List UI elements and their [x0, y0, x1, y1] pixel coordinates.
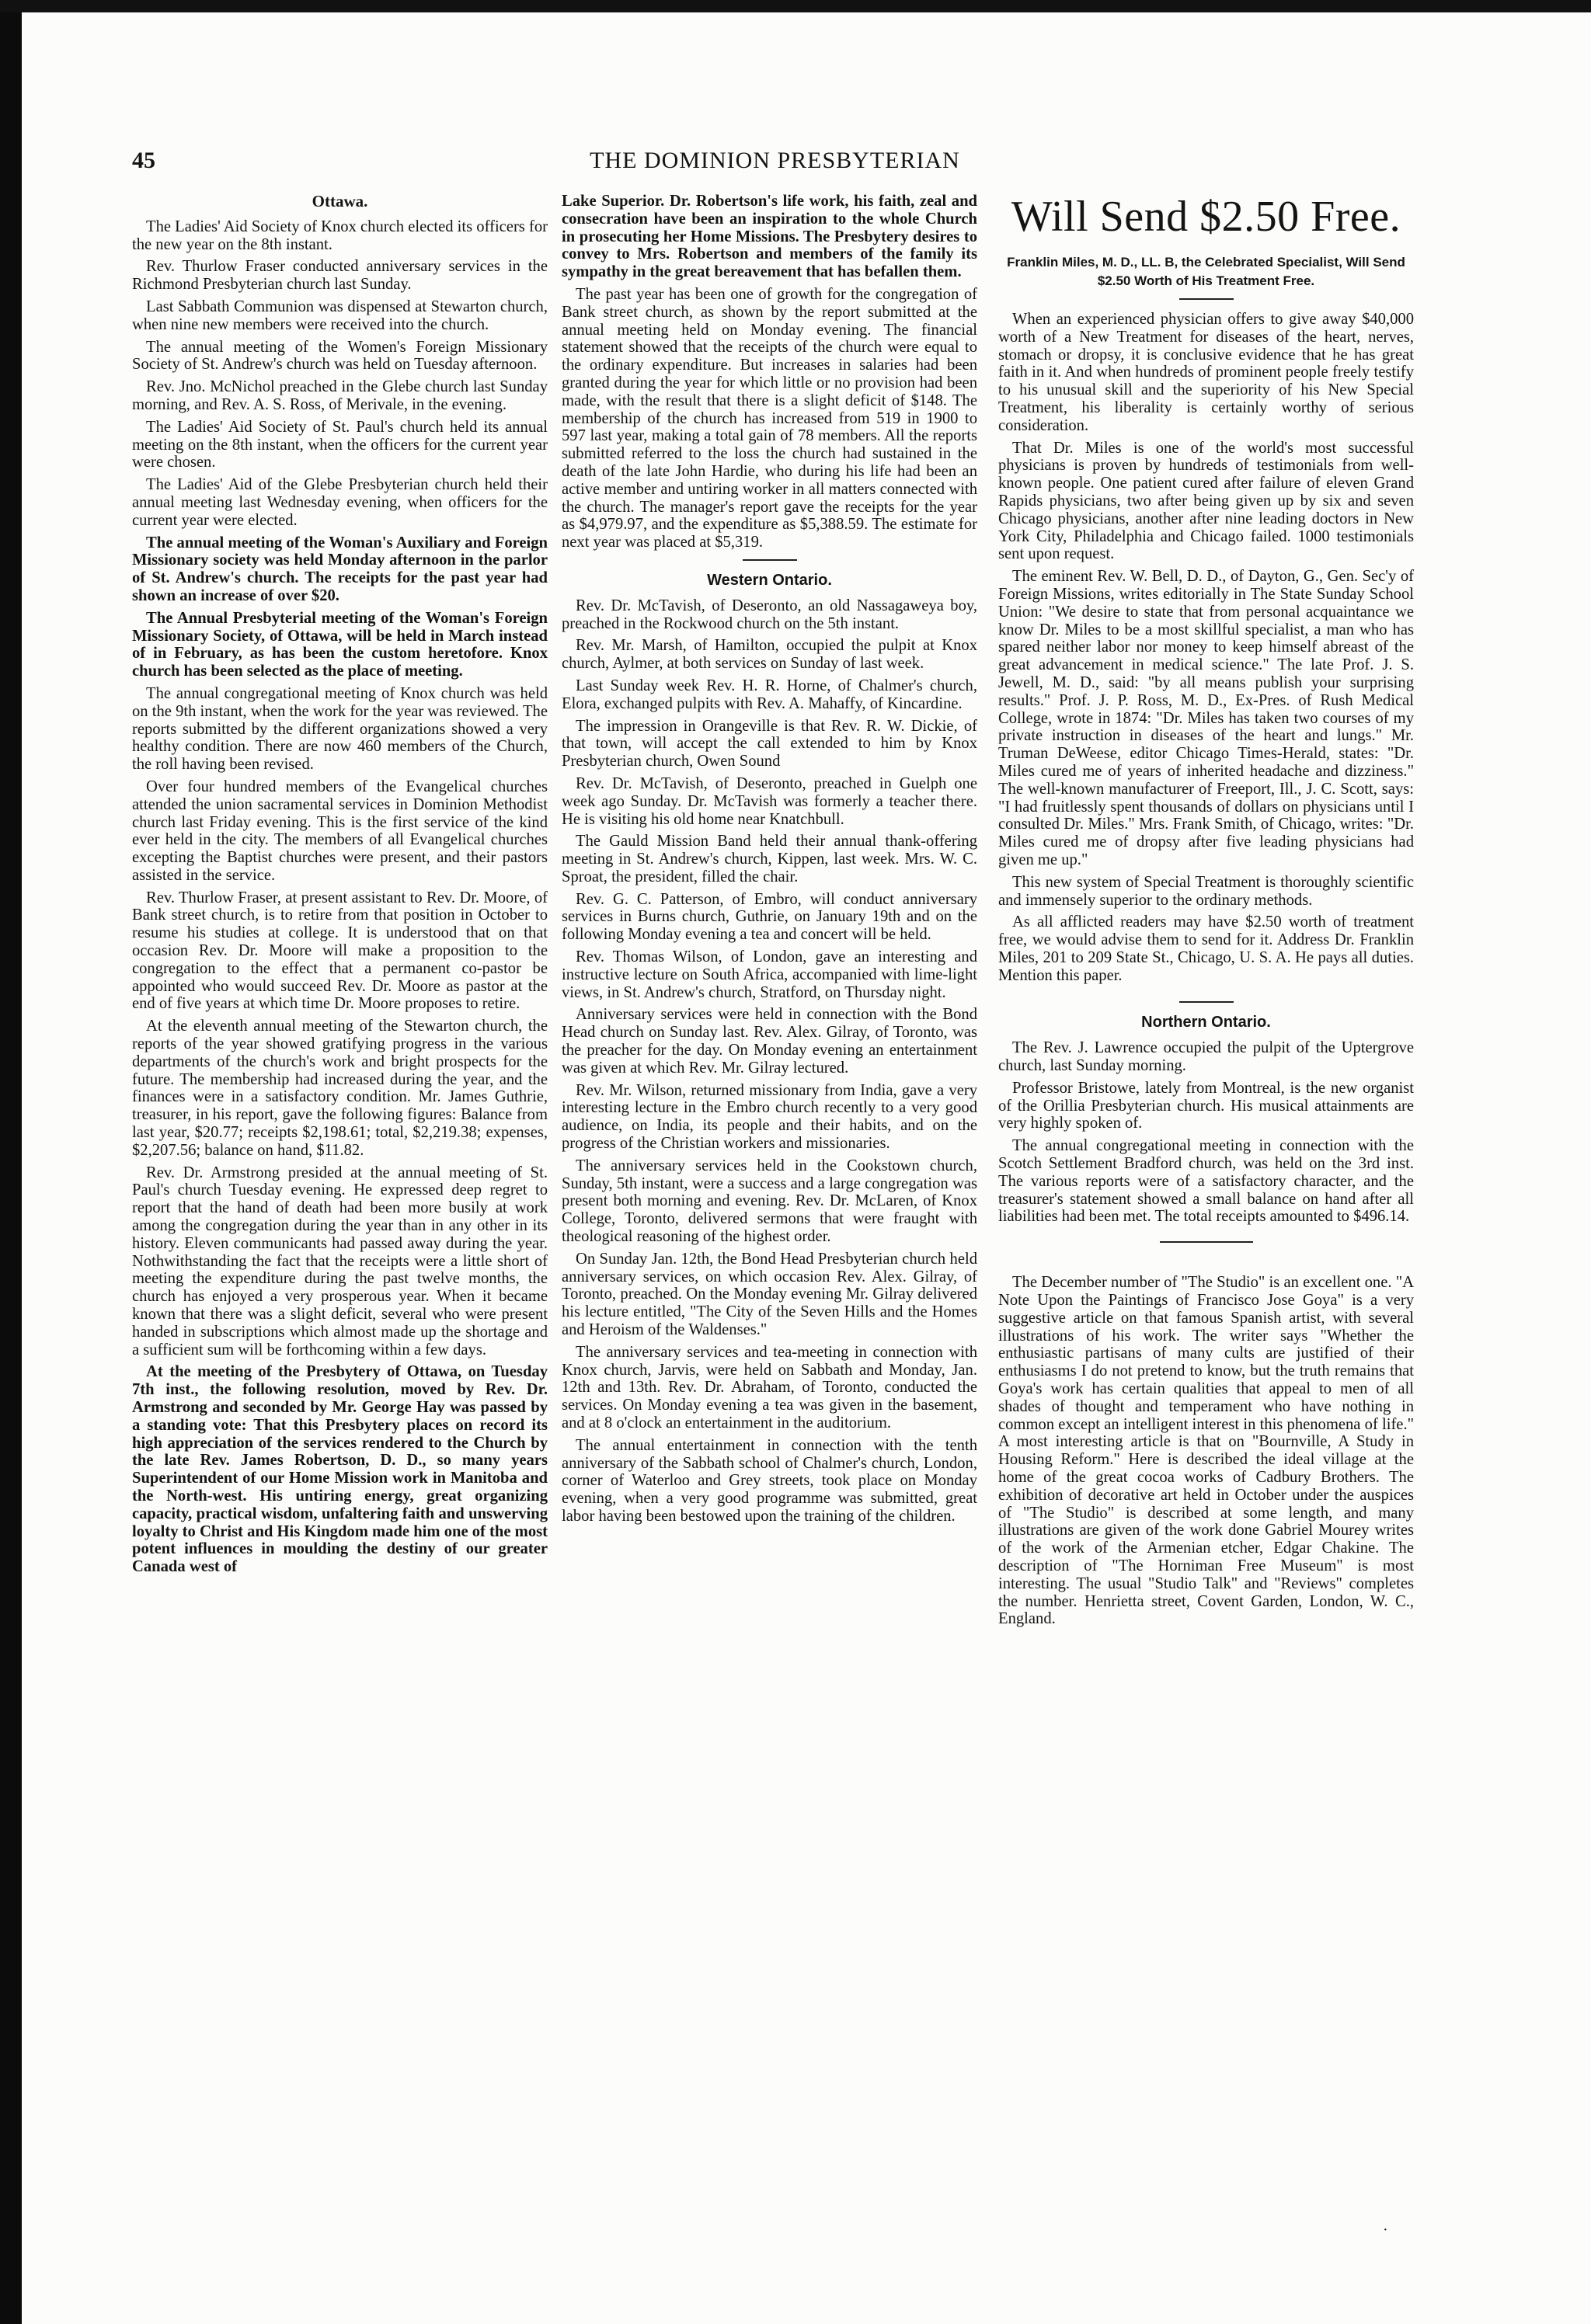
advertisement-paragraph: That Dr. Miles is one of the world's most successful physicians is proven by hundreds of testimonials from well-known people. One patient cured after failure of eleven Grand Rapids physicians, two after being given up by six and seven Chicago physicians, another after nine leading doctors in New York City, Philadelphia and Chicago failed. 1000 testimonials sent upon request.: [998, 439, 1414, 563]
advertisement-paragraph: As all afflicted readers may have $2.50 worth of treatment free, we would advise them to send for it. Address Dr. Franklin Miles, 201 to 209 State St., Chicago, U. S. A. He pays all duties. Mention this paper.: [998, 913, 1414, 984]
divider: [1179, 1001, 1234, 1003]
column-western-ontario: [562, 193, 977, 1530]
advertisement-paragraph: This new system of Special Treatment is thoroughly scientific and immensely superior to the ordinary methods.: [998, 873, 1414, 909]
paragraph: The annual congregational meeting in connection with the Scotch Settlement Bradford church, was held on the 3rd inst. The various reports were of a satisfactory character, and the treasurer's statement showed a small balance on hand after all liabilities had been met. The total receipts amounted to $496.14.: [998, 1137, 1414, 1226]
column-advertisement-northern-ontario: [998, 193, 1414, 1633]
paragraph: The annual entertainment in connection with the tenth anniversary of the Sabbath school of Chalmer's church, London, corner of Waterloo and Grey streets, took place on Monday evening, when a very good programme was submitted, great labor having been bestowed upon the training of the children.: [562, 1436, 977, 1525]
newspaper-page: [132, 148, 1418, 2276]
column-ottawa: [132, 193, 548, 1581]
paragraph: The Gauld Mission Band held their annual thank-offering meeting in St. Andrew's church, Kippen, last week. Mrs. W. C. Sproat, the president, filled the chair.: [562, 833, 977, 885]
paragraph: Professor Bristowe, lately from Montreal, is the new organist of the Orillia Presbyterian church. His musical attainments are very highly spoken of.: [998, 1079, 1414, 1132]
paragraph: The annual meeting of the Woman's Auxiliary and Foreign Missionary society was held Monday afternoon in the parlor of St. Andrew's church. The receipts for the past year had shown an increase of over $20.: [132, 534, 548, 604]
paragraph: Rev. Mr. Wilson, returned missionary from India, gave a very interesting lecture in the Embro church recently to a very good audience, on India, its people and their habits, and on the progress of the Christian workers and missionaries.: [562, 1081, 977, 1153]
section-heading-ottawa: Ottawa.: [312, 192, 368, 210]
paragraph: The December number of "The Studio" is an excellent one. "A Note Upon the Paintings of Francisco Jose Goya" is a very suggestive article on that famous Spanish artist, with several illustrations of his work. The writer says "Whether the enthusiastic partisans of many cults are justified of their enthusiasms I do not pretend to know, but the truth remains that Goya's work has certain qualities that appeal to men of all shades of thought and temperament who have nothing in common except an intelligent interest in this phenomena of life." A most interesting article is that on "Bournville, A Study in Housing Reform." Here is described the ideal village at the home of the great cocoa works of Cadbury Brothers. The exhibition of decorative art held in October under the auspices of "The Studio" is described at some length, and many illustrations are given of the work done Gabriel Mourey writes of the work of the Armenian etcher, Edgar Chakine. The description of "The Horniman Free Museum" is most interesting. The usual "Studio Talk" and "Reviews" completes the number. Henrietta street, Covent Garden, London, W. C., England.: [998, 1274, 1414, 1628]
divider: [1179, 298, 1234, 300]
paragraph: Rev. Thomas Wilson, of London, gave an interesting and instructive lecture on South Africa, accompanied with lime-light views, in St. Andrew's church, Stratford, on Thursday night.: [562, 948, 977, 1001]
paragraph: Anniversary services were held in connection with the Bond Head church on Sunday last. Rev. Alex. Gilray, of Toronto, was the preacher for the day. On Monday evening an entertainment was given at which Rev. Mr. Gilray lectured.: [562, 1006, 977, 1077]
paragraph: Rev. Mr. Marsh, of Hamilton, occupied the pulpit at Knox church, Aylmer, at both services on Sunday of last week.: [562, 637, 977, 673]
paragraph: The Ladies' Aid of the Glebe Presbyterian church held their annual meeting last Wednesday evening, when officers for the current year were elected.: [132, 476, 548, 529]
advertisement-paragraph: The eminent Rev. W. Bell, D. D., of Dayton, G., Gen. Sec'y of Foreign Missions, writes editorially in The State Sunday School Union: "We desire to state that from personal acquaintance we know Dr. Miles to be a most skillful specialist, a man who has spared neither labor nor money to keep himself abreast of the great advancement in medical science." The late Prof. J. S. Jewell, M. D., said: "by all means publish your surprising results." Prof. J. P. Ross, M. D., Ex-Pres. of Rush Medical College, wrote in 1874: "Dr. Miles has taken two courses of my private instruction in diseases of the heart and lungs." Mr. Truman DeWeese, editor Chicago Times-Herald, states: "Dr. Miles cured me of years of inherited headache and dizziness." The well-known manufacturer of Freeport, Ill., J. C. Scott, says: "I had fruitlessly spent thousands of dollars on physicians until I consulted Dr. Miles." Mrs. Frank Smith, of Chicago, writes: "Dr. Miles cured me of dropsy after five leading physicians had given me up.": [998, 568, 1414, 868]
paragraph: The annual meeting of the Women's Foreign Missionary Society of St. Andrew's church was held on Tuesday afternoon.: [132, 338, 548, 374]
paragraph: The impression in Orangeville is that Rev. R. W. Dickie, of that town, will accept the call extended to him by Knox Presbyterian church, Owen Sound: [562, 717, 977, 771]
divider: [743, 559, 797, 561]
stray-mark: ·: [1383, 2221, 1388, 2239]
paragraph: The anniversary services and tea-meeting in connection with Knox church, Jarvis, were held on Sabbath and Monday, Jan. 12th and 13th. Rev. Dr. Abraham, of Toronto, conducted the services. On Monday evening a tea was given in the basement, and at 8 o'clock an entertainment in the auditorium.: [562, 1343, 977, 1432]
paragraph: The annual congregational meeting of Knox church was held on the 9th instant, when the work for the year was reviewed. The reports submitted by the different organizations showed a very healthy condition. There are now 460 members of the Church, the roll having been revised.: [132, 684, 548, 774]
paragraph: The Rev. J. Lawrence occupied the pulpit of the Uptergrove church, last Sunday morning.: [998, 1039, 1414, 1075]
paragraph: Rev. Dr. McTavish, of Deseronto, preached in Guelph one week ago Sunday. Dr. McTavish was formerly a teacher there. He is visiting his old home near Knatchbull.: [562, 774, 977, 828]
paragraph: At the meeting of the Presbytery of Ottawa, on Tuesday 7th inst., the following resolution, moved by Rev. Dr. Armstrong and seconded by Mr. George Hay was passed by a standing vote: That this Presbytery places on record its high appreciation of the services rendered to the Church by the late Rev. James Robertson, D. D., so many years Superintendent of our Home Mission work in Manitoba and the North-west. His untiring energy, great organizing capacity, practical wisdom, unfaltering faith and unswerving loyalty to Christ and His Kingdom made him one of the most potent influences in moulding the destiny of our greater Canada west of: [132, 1363, 548, 1576]
paragraph: The anniversary services held in the Cookstown church, Sunday, 5th instant, were a success and a large congregation was present both morning and evening. Rev. Dr. McLaren, of Knox College, Toronto, delivered sermons that were fraught with theological reasoning of the highest order.: [562, 1157, 977, 1246]
paragraph: At the eleventh annual meeting of the Stewarton church, the reports of the year showed gratifying progress in the various departments of the church's work and bright prospects for the future. The membership had increased during the year, and the finances were in a satisfactory condition. Mr. James Guthrie, treasurer, in his report, gave the following figures: Balance from last year, $20.77; receipts $2,198.61; total, $2,219.38; expenses, $2,207.56; balance on hand, $11.82.: [132, 1018, 548, 1159]
paragraph: Last Sabbath Communion was dispensed at Stewarton church, when nine new members were received into the church.: [132, 297, 548, 333]
page-number: 45: [132, 148, 155, 173]
paragraph: The Annual Presbyterial meeting of the Woman's Foreign Missionary Society, of Ottawa, will be held in March instead of in February, as has been the custom heretofore. Knox church has been selected as the place of meeting.: [132, 609, 548, 680]
advertisement-paragraph: When an experienced physician offers to give away $40,000 worth of a New Treatment for diseases of the heart, nerves, stomach or dropsy, it is conclusive evidence that he has great faith in it. And when hundreds of prominent people freely testify to his unusual skill and the superiority of his New Special Treatment, his liberality is certainly worthy of serious consideration.: [998, 311, 1414, 434]
scan-edge-top: [0, 0, 1591, 12]
journal-title: THE DOMINION PRESBYTERIAN: [590, 148, 960, 173]
advertisement-subhead: Franklin Miles, M. D., LL. B, the Celebrated Specialist, Will Send $2.50 Worth of His Treatment Free.: [1007, 255, 1405, 288]
paragraph: Rev. Jno. McNichol preached in the Glebe church last Sunday morning, and Rev. A. S. Ross, of Merivale, in the evening.: [132, 378, 548, 413]
paragraph: Rev. G. C. Patterson, of Embro, will conduct anniversary services in Burns church, Guthrie, on January 19th and on the following Monday evening a tea and concert will be held.: [562, 890, 977, 944]
section-heading-northern-ontario: Northern Ontario.: [1141, 1014, 1271, 1032]
paragraph: Lake Superior. Dr. Robertson's life work, his faith, zeal and consecration have been an inspiration to the whole Church in prosecuting her Home Missions. The Presbytery desires to convey to Mrs. Robertson and members of the family its sympathy in the great bereavement that has befallen them.: [562, 193, 977, 281]
divider: [1160, 1241, 1253, 1243]
paragraph: Last Sunday week Rev. H. R. Horne, of Chalmer's church, Elora, exchanged pulpits with Rev. A. Mahaffy, of Kincardine.: [562, 677, 977, 712]
scan-edge-left: [0, 0, 22, 2324]
running-header: [132, 148, 1418, 185]
paragraph: Rev. Dr. McTavish, of Deseronto, an old Nassagaweya boy, preached in the Rockwood church on the 5th instant.: [562, 597, 977, 632]
paragraph: Rev. Dr. Armstrong presided at the annual meeting of St. Paul's church Tuesday evening. He expressed deep regret to report that the hand of death had been more busily at work among the congregation during the year than in any other in its history. Eleven communicants had passed away during the year. Nothwithstanding the fact that the receipts were a little short of meeting the expenditure during the past twelve months, the church has enjoyed a very prosperous year. When it became known that there was a slight deficit, several who were present handed in subscriptions which almost made up the shortage and a sufficient sum will be forthcoming within a few days.: [132, 1164, 548, 1359]
advertisement-headline: Will Send $2.50 Free.: [1011, 193, 1401, 241]
paragraph: Rev. Thurlow Fraser, at present assistant to Rev. Dr. Moore, of Bank street church, is to retire from that position in October to resume his studies at college. It is understood that on that occasion Rev. Dr. Moore will make a proposition to the congregation to the effect that a permanent co-pastor be appointed who would succeed Rev. Dr. Moore as pastor at the end of five years at which time Dr. Moore proposes to retire.: [132, 889, 548, 1013]
paragraph: Rev. Thurlow Fraser conducted anniversary services in the Richmond Presbyterian church last Sunday.: [132, 258, 548, 294]
paragraph: Over four hundred members of the Evangelical churches attended the union sacramental services in Dominion Methodist church last Friday evening. This is the first service of the kind ever held in the city. The members of all Evangelical churches excepting the Baptist churches were present, and their pastors assisted in the service.: [132, 778, 548, 884]
paragraph: The Ladies' Aid Society of Knox church elected its officers for the new year on the 8th instant.: [132, 217, 548, 253]
paragraph: The Ladies' Aid Society of St. Paul's church held its annual meeting on the 8th instant, when the officers for the current year were chosen.: [132, 418, 548, 471]
section-heading-western-ontario: Western Ontario.: [707, 571, 832, 589]
paragraph: The past year has been one of growth for the congregation of Bank street church, as shown by the report submitted at the annual meeting held on Monday evening. The financial statement showed that the receipts of the church were equal to the ordinary expenditure. But increases in salaries had been granted during the year for which little or no provision had been made, with the result that there is a slight deficit of $148. The membership of the church has increased from 519 in 1900 to 597 last year, making a total gain of 78 members. All the reports submitted referred to the loss the church had sustained in the death of the late John Hardie, who during his life had been an active member and untiring worker in all matters connected with the church. The manager's report gave the receipts for the year as $4,979.97, and the expenditure as $5,388.59. The estimate for next year was placed at $5,319.: [562, 285, 977, 551]
paragraph: On Sunday Jan. 12th, the Bond Head Presbyterian church held anniversary services, on which occasion Rev. Alex. Gilray, of Toronto, preached. On the Monday evening Mr. Gilray delivered his lecture entitled, "The City of the Seven Hills and the Homes and Heroism of the Waldenses.": [562, 1250, 977, 1339]
